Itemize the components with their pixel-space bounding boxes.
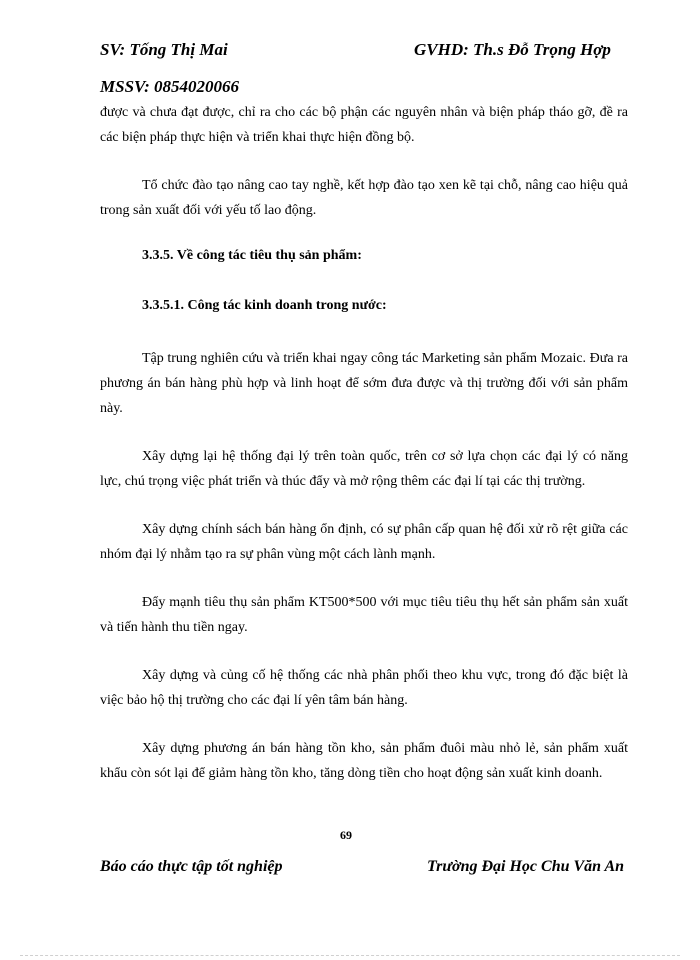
paragraph-3: Tập trung nghiên cứu và triển khai ngay công tác Marketing sản phẩm Mozaic. Đưa ra phương án bán hàng phù hợp và linh hoạt để sớm đưa được và thị trường đối với sản phẩm này.: [100, 351, 628, 416]
footer-university: Trường Đại Học Chu Văn An: [427, 858, 625, 875]
paragraph-6: Đẩy mạnh tiêu thụ sản phẩm KT500*500 với mục tiêu tiêu thụ hết sản phẩm sản xuất và tiến hành thu tiền ngay.: [100, 595, 628, 635]
paragraph-1: được và chưa đạt được, chỉ ra cho các bộ phận các nguyên nhân và biện pháp tháo gỡ, đề ra các biện pháp thực hiện và triển khai thực hiện đồng bộ.: [100, 105, 628, 145]
paragraph-5: Xây dựng chính sách bán hàng ổn định, có sự phân cấp quan hệ đối xử rõ rệt giữa các nhóm đại lý nhằm tạo ra sự phân vùng một cách lành mạnh.: [100, 522, 628, 562]
page-number: 69: [340, 828, 352, 842]
subsection-heading: 3.3.5.1. Công tác kinh doanh trong nước:: [142, 298, 387, 313]
page-body: [100, 100, 628, 809]
header-advisor: GVHD: Th.s Đỗ Trọng Hợp: [414, 40, 611, 59]
paragraph-8: Xây dựng phương án bán hàng tồn kho, sản phẩm đuôi màu nhỏ lẻ, sản phẩm xuất khẩu còn sót lại để giảm hàng tồn kho, tăng dòng tiền cho hoạt động sản xuất kinh doanh.: [100, 741, 628, 781]
section-heading: 3.3.5. Về công tác tiêu thụ sản phẩm:: [142, 248, 362, 263]
paragraph-4: Xây dựng lại hệ thống đại lý trên toàn quốc, trên cơ sở lựa chọn các đại lý có năng lực, chú trọng việc phát triển và thúc đẩy và mở rộng thêm các đại lí tại các thị trường.: [100, 449, 628, 489]
header-student: SV: Tống Thị Mai: [100, 40, 228, 59]
paragraph-2: Tổ chức đào tạo nâng cao tay nghề, kết hợp đào tạo xen kẽ tại chỗ, nâng cao hiệu quả trong sản xuất đối với yếu tố lao động.: [100, 178, 628, 218]
header-student-id: MSSV: 0854020066: [100, 77, 240, 96]
footer-report-title: Báo cáo thực tập tốt nghiệp: [100, 858, 283, 875]
paragraph-7: Xây dựng và củng cố hệ thống các nhà phân phối theo khu vực, trong đó đặc biệt là việc bảo hộ thị trường cho các đại lí yên tâm bán hàng.: [100, 668, 628, 708]
page-bottom-divider: [20, 955, 680, 956]
